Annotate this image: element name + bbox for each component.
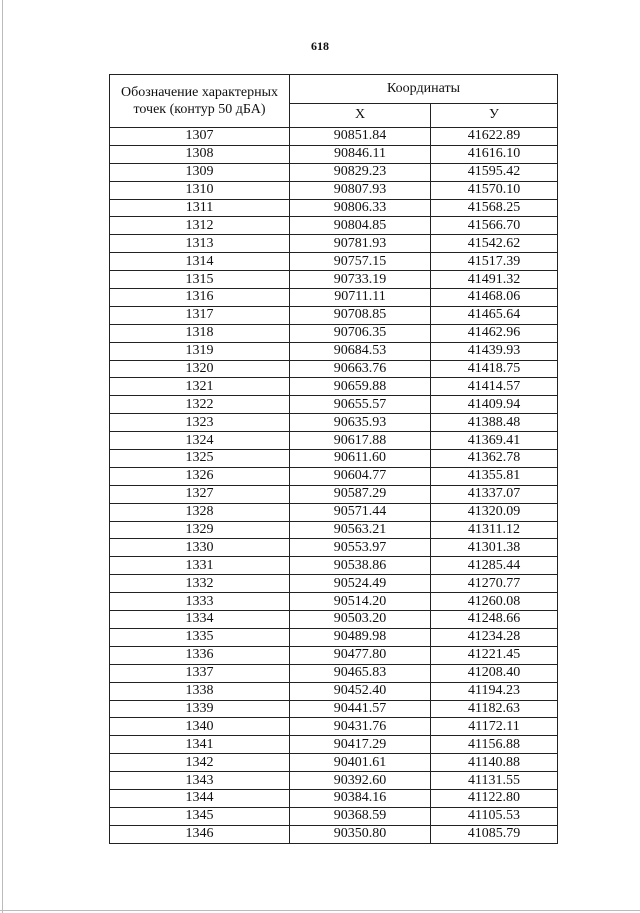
table-row <box>110 289 558 307</box>
y-coordinate-cell: 41462.96 <box>431 324 558 342</box>
table-row <box>110 485 558 503</box>
x-coordinate-cell: 90553.97 <box>290 539 431 557</box>
x-coordinate-cell: 90392.60 <box>290 772 431 790</box>
x-coordinate-cell: 90706.35 <box>290 324 431 342</box>
point-id-cell: 1333 <box>110 593 290 611</box>
table-row <box>110 628 558 646</box>
point-id-cell: 1309 <box>110 163 290 181</box>
y-coordinate-cell: 41270.77 <box>431 575 558 593</box>
y-coordinate-cell: 41105.53 <box>431 807 558 825</box>
y-coordinate-cell: 41172.11 <box>431 718 558 736</box>
x-coordinate-cell: 90368.59 <box>290 807 431 825</box>
point-id-cell: 1341 <box>110 736 290 754</box>
x-coordinate-cell: 90503.20 <box>290 611 431 629</box>
point-name-header: Обозначение характерных точек (контур 50 дБА) <box>110 75 290 128</box>
x-coordinate-cell: 90635.93 <box>290 414 431 432</box>
point-id-cell: 1328 <box>110 503 290 521</box>
point-id-cell: 1342 <box>110 754 290 772</box>
point-id-cell: 1312 <box>110 217 290 235</box>
y-coordinate-cell: 41234.28 <box>431 628 558 646</box>
scan-edge <box>0 910 640 911</box>
x-coordinate-cell: 90851.84 <box>290 128 431 146</box>
x-coordinate-cell: 90806.33 <box>290 199 431 217</box>
y-coordinate-cell: 41468.06 <box>431 289 558 307</box>
page-number: 618 <box>311 39 329 53</box>
table-row <box>110 575 558 593</box>
table-row <box>110 253 558 271</box>
y-coordinate-cell: 41388.48 <box>431 414 558 432</box>
coordinates-group-header: Координаты <box>290 75 558 104</box>
y-coordinate-cell: 41337.07 <box>431 485 558 503</box>
table-row <box>110 414 558 432</box>
point-id-cell: 1321 <box>110 378 290 396</box>
x-coordinate-cell: 90733.19 <box>290 271 431 289</box>
x-coordinate-cell: 90708.85 <box>290 306 431 324</box>
table-row <box>110 432 558 450</box>
y-coordinate-cell: 41616.10 <box>431 145 558 163</box>
x-coordinate-cell: 90563.21 <box>290 521 431 539</box>
y-coordinate-cell: 41439.93 <box>431 342 558 360</box>
table-row <box>110 450 558 468</box>
point-id-cell: 1318 <box>110 324 290 342</box>
table-row <box>110 163 558 181</box>
y-coordinate-cell: 41362.78 <box>431 450 558 468</box>
y-coordinate-cell: 41409.94 <box>431 396 558 414</box>
table-row <box>110 539 558 557</box>
x-coordinate-cell: 90538.86 <box>290 557 431 575</box>
x-coordinate-cell: 90477.80 <box>290 646 431 664</box>
x-coordinate-cell: 90571.44 <box>290 503 431 521</box>
scan-edge <box>2 0 3 913</box>
y-coordinate-cell: 41122.80 <box>431 789 558 807</box>
point-id-cell: 1332 <box>110 575 290 593</box>
y-coordinate-cell: 41369.41 <box>431 432 558 450</box>
point-id-cell: 1319 <box>110 342 290 360</box>
table-row <box>110 199 558 217</box>
point-id-cell: 1308 <box>110 145 290 163</box>
y-coordinate-cell: 41260.08 <box>431 593 558 611</box>
y-coordinate-cell: 41131.55 <box>431 772 558 790</box>
y-coordinate-cell: 41221.45 <box>431 646 558 664</box>
point-id-cell: 1324 <box>110 432 290 450</box>
y-coordinate-cell: 41595.42 <box>431 163 558 181</box>
y-coordinate-cell: 41418.75 <box>431 360 558 378</box>
table-row <box>110 396 558 414</box>
table-row <box>110 754 558 772</box>
y-column-header: У <box>431 103 558 127</box>
table-row <box>110 700 558 718</box>
table-row <box>110 503 558 521</box>
table-header <box>110 75 558 128</box>
table-row <box>110 467 558 485</box>
point-id-cell: 1331 <box>110 557 290 575</box>
x-coordinate-cell: 90663.76 <box>290 360 431 378</box>
point-id-cell: 1330 <box>110 539 290 557</box>
table-row <box>110 557 558 575</box>
table-row <box>110 181 558 199</box>
point-id-cell: 1320 <box>110 360 290 378</box>
y-coordinate-cell: 41182.63 <box>431 700 558 718</box>
table-row <box>110 342 558 360</box>
x-coordinate-cell: 90846.11 <box>290 145 431 163</box>
point-id-cell: 1334 <box>110 611 290 629</box>
y-coordinate-cell: 41208.40 <box>431 664 558 682</box>
x-coordinate-cell: 90807.93 <box>290 181 431 199</box>
x-coordinate-cell: 90587.29 <box>290 485 431 503</box>
x-coordinate-cell: 90431.76 <box>290 718 431 736</box>
y-coordinate-cell: 41320.09 <box>431 503 558 521</box>
y-coordinate-cell: 41156.88 <box>431 736 558 754</box>
table-row <box>110 646 558 664</box>
point-id-cell: 1315 <box>110 271 290 289</box>
y-coordinate-cell: 41465.64 <box>431 306 558 324</box>
table-row <box>110 718 558 736</box>
x-coordinate-cell: 90465.83 <box>290 664 431 682</box>
x-coordinate-cell: 90829.23 <box>290 163 431 181</box>
point-id-cell: 1325 <box>110 450 290 468</box>
x-coordinate-cell: 90452.40 <box>290 682 431 700</box>
point-id-cell: 1311 <box>110 199 290 217</box>
x-coordinate-cell: 90441.57 <box>290 700 431 718</box>
x-coordinate-cell: 90611.60 <box>290 450 431 468</box>
point-id-cell: 1307 <box>110 128 290 146</box>
x-coordinate-cell: 90489.98 <box>290 628 431 646</box>
point-id-cell: 1345 <box>110 807 290 825</box>
table-row <box>110 593 558 611</box>
y-coordinate-cell: 41491.32 <box>431 271 558 289</box>
x-coordinate-cell: 90417.29 <box>290 736 431 754</box>
x-coordinate-cell: 90757.15 <box>290 253 431 271</box>
y-coordinate-cell: 41568.25 <box>431 199 558 217</box>
y-coordinate-cell: 41622.89 <box>431 128 558 146</box>
table-row <box>110 521 558 539</box>
point-id-cell: 1340 <box>110 718 290 736</box>
table-row <box>110 145 558 163</box>
y-coordinate-cell: 41542.62 <box>431 235 558 253</box>
point-id-cell: 1326 <box>110 467 290 485</box>
table-row <box>110 664 558 682</box>
point-id-cell: 1336 <box>110 646 290 664</box>
y-coordinate-cell: 41301.38 <box>431 539 558 557</box>
point-id-cell: 1338 <box>110 682 290 700</box>
x-coordinate-cell: 90655.57 <box>290 396 431 414</box>
y-coordinate-cell: 41414.57 <box>431 378 558 396</box>
y-coordinate-cell: 41566.70 <box>431 217 558 235</box>
y-coordinate-cell: 41248.66 <box>431 611 558 629</box>
point-id-cell: 1344 <box>110 789 290 807</box>
x-coordinate-cell: 90514.20 <box>290 593 431 611</box>
table-row <box>110 825 558 843</box>
table-body <box>110 128 558 844</box>
point-id-cell: 1314 <box>110 253 290 271</box>
x-coordinate-cell: 90804.85 <box>290 217 431 235</box>
x-coordinate-cell: 90659.88 <box>290 378 431 396</box>
point-id-cell: 1323 <box>110 414 290 432</box>
point-id-cell: 1310 <box>110 181 290 199</box>
x-coordinate-cell: 90350.80 <box>290 825 431 843</box>
table-row <box>110 360 558 378</box>
x-coordinate-cell: 90617.88 <box>290 432 431 450</box>
point-id-cell: 1335 <box>110 628 290 646</box>
point-id-cell: 1327 <box>110 485 290 503</box>
y-coordinate-cell: 41085.79 <box>431 825 558 843</box>
point-id-cell: 1339 <box>110 700 290 718</box>
x-coordinate-cell: 90524.49 <box>290 575 431 593</box>
table-row <box>110 789 558 807</box>
y-coordinate-cell: 41570.10 <box>431 181 558 199</box>
table-row <box>110 271 558 289</box>
x-coordinate-cell: 90781.93 <box>290 235 431 253</box>
x-coordinate-cell: 90711.11 <box>290 289 431 307</box>
y-coordinate-cell: 41517.39 <box>431 253 558 271</box>
table-row <box>110 772 558 790</box>
coordinates-table <box>109 74 558 844</box>
y-coordinate-cell: 41355.81 <box>431 467 558 485</box>
table-row <box>110 736 558 754</box>
point-id-cell: 1329 <box>110 521 290 539</box>
table-row <box>110 378 558 396</box>
y-coordinate-cell: 41311.12 <box>431 521 558 539</box>
table-row <box>110 324 558 342</box>
table-row <box>110 807 558 825</box>
table-row <box>110 611 558 629</box>
table-row <box>110 128 558 146</box>
point-id-cell: 1346 <box>110 825 290 843</box>
y-coordinate-cell: 41140.88 <box>431 754 558 772</box>
y-coordinate-cell: 41285.44 <box>431 557 558 575</box>
table-row <box>110 682 558 700</box>
x-coordinate-cell: 90384.16 <box>290 789 431 807</box>
table-row <box>110 217 558 235</box>
x-coordinate-cell: 90604.77 <box>290 467 431 485</box>
point-id-cell: 1316 <box>110 289 290 307</box>
y-coordinate-cell: 41194.23 <box>431 682 558 700</box>
point-id-cell: 1322 <box>110 396 290 414</box>
table-row <box>110 306 558 324</box>
x-coordinate-cell: 90684.53 <box>290 342 431 360</box>
x-column-header: X <box>290 103 431 127</box>
point-id-cell: 1313 <box>110 235 290 253</box>
point-id-cell: 1343 <box>110 772 290 790</box>
table-row <box>110 235 558 253</box>
point-id-cell: 1337 <box>110 664 290 682</box>
x-coordinate-cell: 90401.61 <box>290 754 431 772</box>
point-id-cell: 1317 <box>110 306 290 324</box>
